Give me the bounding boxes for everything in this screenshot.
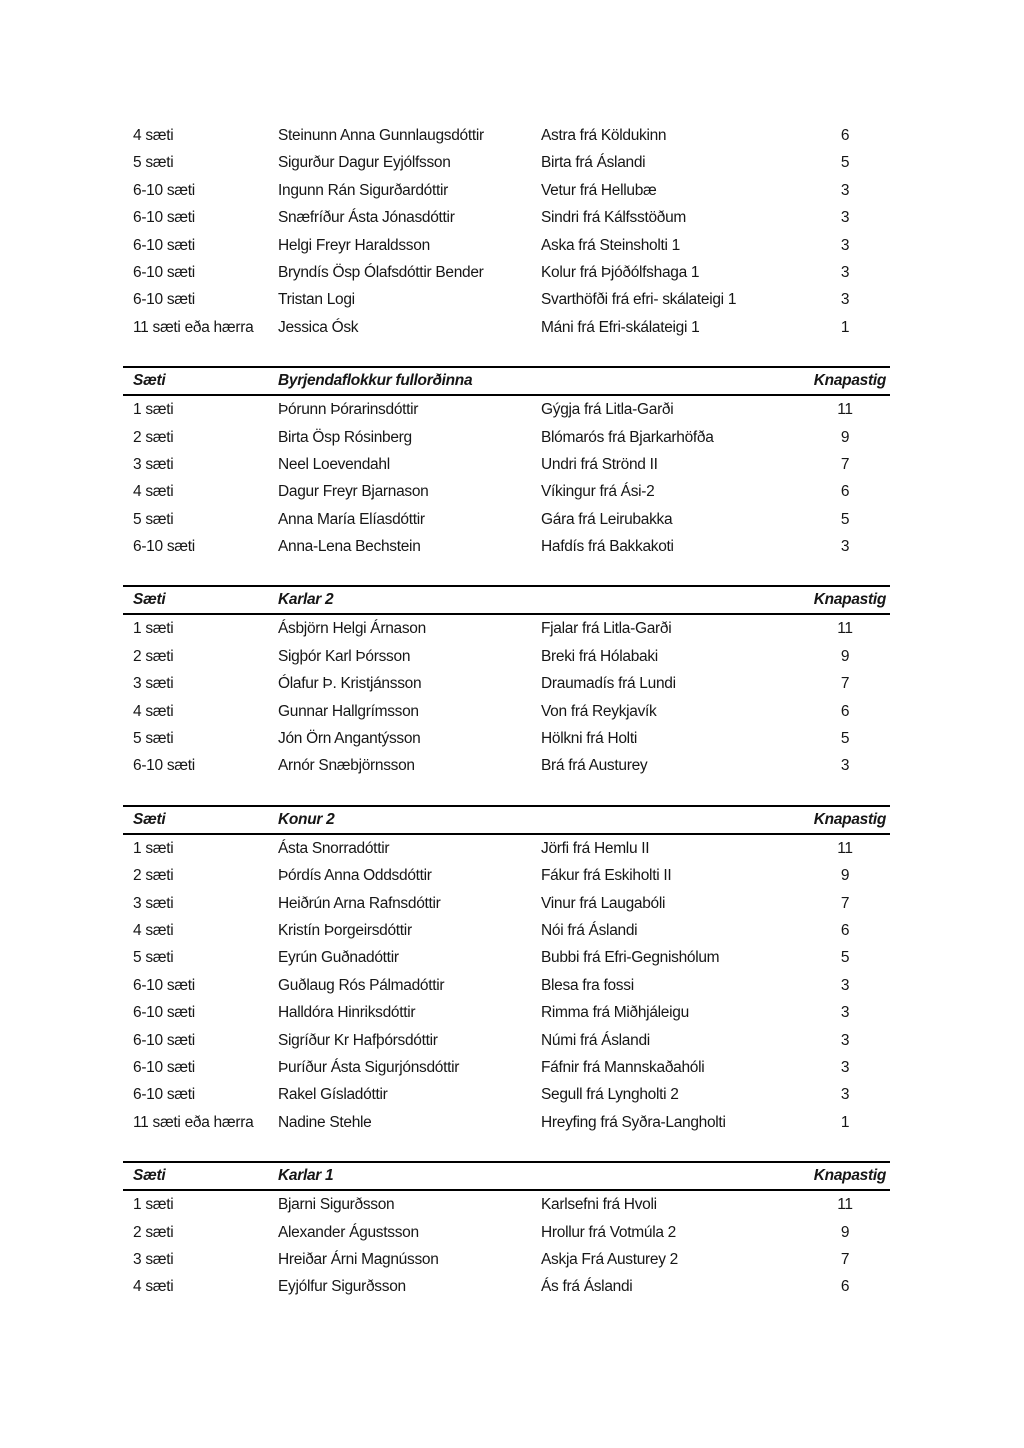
rider-cell: Jón Örn Angantýsson <box>278 730 421 748</box>
seat-cell: 1 sæti <box>133 1196 174 1214</box>
table-row <box>123 1191 890 1218</box>
horse-cell: Von frá Reykjavík <box>541 702 657 720</box>
table-row <box>123 232 890 259</box>
table-row <box>123 698 890 725</box>
points-cell: 9 <box>840 647 850 665</box>
column-header-seat: Sæti <box>133 1167 166 1185</box>
points-cell: 3 <box>840 291 850 309</box>
rider-cell: Ásta Snorradóttir <box>278 839 390 857</box>
table-row <box>123 999 890 1026</box>
table-row <box>123 1246 890 1273</box>
horse-cell: Svarthöfði frá efri- skálateigi 1 <box>541 291 737 309</box>
seat-cell: 6-10 sæti <box>133 263 195 281</box>
table-row <box>123 451 890 478</box>
points-cell: 3 <box>840 538 850 556</box>
column-header-points: Knapastig <box>813 1167 886 1185</box>
seat-cell: 5 sæti <box>133 730 174 748</box>
rider-cell: Halldóra Hinriksdóttir <box>278 1004 416 1022</box>
points-cell: 3 <box>840 976 850 994</box>
rider-cell: Rakel Gísladóttir <box>278 1086 388 1104</box>
seat-cell: 1 sæti <box>133 620 174 638</box>
horse-cell: Númi frá Áslandi <box>541 1031 650 1049</box>
horse-cell: Hafdís frá Bakkakoti <box>541 538 674 556</box>
seat-cell: 1 sæti <box>133 839 174 857</box>
horse-cell: Segull frá Lyngholti 2 <box>541 1086 679 1104</box>
seat-cell: 6-10 sæti <box>133 1031 195 1049</box>
horse-cell: Rimma frá Miðhjáleigu <box>541 1004 689 1022</box>
seat-cell: 3 sæti <box>133 455 174 473</box>
table-row <box>123 314 890 341</box>
points-cell: 7 <box>840 894 850 912</box>
rider-cell: Dagur Freyr Bjarnason <box>278 483 429 501</box>
points-cell: 3 <box>840 209 850 227</box>
horse-cell: Vetur frá Hellubæ <box>541 181 657 199</box>
points-cell: 3 <box>840 1058 850 1076</box>
points-cell: 9 <box>840 867 850 885</box>
table-row <box>123 615 890 642</box>
rider-cell: Þuríður Ásta Sigurjónsdóttir <box>278 1058 460 1076</box>
horse-cell: Nói frá Áslandi <box>541 921 638 939</box>
horse-cell: Birta frá Áslandi <box>541 154 646 172</box>
table-row <box>123 835 890 862</box>
points-cell: 5 <box>840 510 850 528</box>
results-document <box>123 122 890 1301</box>
rider-cell: Bryndís Ösp Ólafsdóttir Bender <box>278 263 484 281</box>
table-row <box>123 862 890 889</box>
table-row <box>123 725 890 752</box>
rider-cell: Sigríður Kr Hafþórsdóttir <box>278 1031 438 1049</box>
rider-cell: Alexander Águstsson <box>278 1223 419 1241</box>
horse-cell: Fjalar frá Litla-Garði <box>541 620 672 638</box>
rider-cell: Gunnar Hallgrímsson <box>278 702 419 720</box>
points-cell: 6 <box>840 921 850 939</box>
points-cell: 11 <box>837 401 853 419</box>
points-cell: 6 <box>840 702 850 720</box>
horse-cell: Askja Frá Austurey 2 <box>541 1250 679 1268</box>
horse-cell: Karlsefni frá Hvoli <box>541 1196 657 1214</box>
seat-cell: 6-10 sæti <box>133 1058 195 1076</box>
table-row <box>123 890 890 917</box>
rider-cell: Þórdís Anna Oddsdóttir <box>278 867 432 885</box>
seat-cell: 2 sæti <box>133 647 174 665</box>
table-body <box>123 122 890 341</box>
seat-cell: 6-10 sæti <box>133 236 195 254</box>
horse-cell: Hrollur frá Votmúla 2 <box>541 1223 676 1241</box>
horse-cell: Jörfi frá Hemlu II <box>541 839 650 857</box>
section-title: Karlar 2 <box>278 591 334 609</box>
seat-cell: 4 sæti <box>133 127 174 144</box>
column-header-seat: Sæti <box>133 372 166 390</box>
column-header-points: Knapastig <box>813 810 886 828</box>
points-cell: 1 <box>840 1113 850 1131</box>
seat-cell: 3 sæti <box>133 1250 174 1268</box>
results-table-section <box>123 585 890 779</box>
horse-cell: Kolur frá Þjóðólfshaga 1 <box>541 263 700 281</box>
rider-cell: Kristín Þorgeirsdóttir <box>278 921 412 939</box>
table-row <box>123 478 890 505</box>
table-row <box>123 917 890 944</box>
table-row <box>123 177 890 204</box>
horse-cell: Breki frá Hólabaki <box>541 647 658 665</box>
seat-cell: 4 sæti <box>133 921 174 939</box>
table-row <box>123 670 890 697</box>
points-cell: 6 <box>840 1278 850 1296</box>
points-cell: 6 <box>840 127 850 144</box>
table-header-row <box>123 585 890 615</box>
seat-cell: 6-10 sæti <box>133 1004 195 1022</box>
seat-cell: 6-10 sæti <box>133 181 195 199</box>
points-cell: 3 <box>840 757 850 775</box>
rider-cell: Helgi Freyr Haraldsson <box>278 236 430 254</box>
seat-cell: 5 sæti <box>133 949 174 967</box>
rider-cell: Nadine Stehle <box>278 1113 372 1131</box>
table-row <box>123 1273 890 1300</box>
points-cell: 9 <box>840 1223 850 1241</box>
horse-cell: Máni frá Efri-skálateigi 1 <box>541 318 700 336</box>
seat-cell: 6-10 sæti <box>133 757 195 775</box>
rider-cell: Hreiðar Árni Magnússon <box>278 1250 439 1268</box>
horse-cell: Gára frá Leirubakka <box>541 510 673 528</box>
seat-cell: 11 sæti eða hærra <box>133 1113 254 1131</box>
horse-cell: Víkingur frá Ási-2 <box>541 483 655 501</box>
table-row <box>123 122 890 149</box>
points-cell: 5 <box>840 949 850 967</box>
horse-cell: Hreyfing frá Syðra-Langholti <box>541 1113 726 1131</box>
horse-cell: Brá frá Austurey <box>541 757 648 775</box>
table-body <box>123 835 890 1136</box>
rider-cell: Eyrún Guðnadóttir <box>278 949 399 967</box>
table-row <box>123 972 890 999</box>
table-row <box>123 204 890 231</box>
rider-cell: Ólafur Þ. Kristjánsson <box>278 675 422 693</box>
section-title: Konur 2 <box>278 810 335 828</box>
points-cell: 3 <box>840 1086 850 1104</box>
table-row <box>123 286 890 313</box>
table-row <box>123 1219 890 1246</box>
rider-cell: Bjarni Sigurðsson <box>278 1196 395 1214</box>
rider-cell: Birta Ösp Rósinberg <box>278 428 412 446</box>
rider-cell: Guðlaug Rós Pálmadóttir <box>278 976 445 994</box>
points-cell: 1 <box>840 318 850 336</box>
column-header-points: Knapastig <box>813 591 886 609</box>
seat-cell: 4 sæti <box>133 702 174 720</box>
points-cell: 7 <box>840 675 850 693</box>
table-header-row <box>123 805 890 835</box>
points-cell: 7 <box>840 1250 850 1268</box>
horse-cell: Aska frá Steinsholti 1 <box>541 236 681 254</box>
horse-cell: Hölkni frá Holti <box>541 730 637 748</box>
points-cell: 9 <box>840 428 850 446</box>
points-cell: 3 <box>840 181 850 199</box>
horse-cell: Fákur frá Eskiholti II <box>541 867 672 885</box>
horse-cell: Undri frá Strönd II <box>541 455 658 473</box>
horse-cell: Astra frá Köldukinn <box>541 127 667 144</box>
seat-cell: 5 sæti <box>133 510 174 528</box>
results-table-section <box>123 366 890 560</box>
rider-cell: Þórunn Þórarinsdóttir <box>278 401 419 419</box>
seat-cell: 6-10 sæti <box>133 1086 195 1104</box>
seat-cell: 6-10 sæti <box>133 209 195 227</box>
seat-cell: 3 sæti <box>133 894 174 912</box>
seat-cell: 5 sæti <box>133 154 174 172</box>
seat-cell: 11 sæti eða hærra <box>133 318 254 336</box>
rider-cell: Anna María Elíasdóttir <box>278 510 425 528</box>
points-cell: 6 <box>840 483 850 501</box>
section-title: Byrjendaflokkur fullorðinna <box>278 372 473 390</box>
seat-cell: 2 sæti <box>133 867 174 885</box>
rider-cell: Neel Loevendahl <box>278 455 390 473</box>
results-table-section <box>123 805 890 1136</box>
horse-cell: Bubbi frá Efri-Gegnishólum <box>541 949 720 967</box>
table-row <box>123 1054 890 1081</box>
table-header-row <box>123 366 890 396</box>
rider-cell: Steinunn Anna Gunnlaugsdóttir <box>278 127 484 144</box>
horse-cell: Vinur frá Laugabóli <box>541 894 666 912</box>
rider-cell: Sigþór Karl Þórsson <box>278 647 411 665</box>
rider-cell: Arnór Snæbjörnsson <box>278 757 415 775</box>
points-cell: 3 <box>840 1031 850 1049</box>
table-body <box>123 1191 890 1301</box>
table-row <box>123 506 890 533</box>
points-cell: 11 <box>837 620 853 638</box>
points-cell: 3 <box>840 1004 850 1022</box>
seat-cell: 6-10 sæti <box>133 291 195 309</box>
horse-cell: Blesa fra fossi <box>541 976 634 994</box>
seat-cell: 2 sæti <box>133 1223 174 1241</box>
table-body <box>123 615 890 779</box>
rider-cell: Ingunn Rán Sigurðardóttir <box>278 181 449 199</box>
table-row <box>123 752 890 779</box>
rider-cell: Snæfríður Ásta Jónasdóttir <box>278 209 455 227</box>
table-row <box>123 396 890 423</box>
results-table-section <box>123 1161 890 1301</box>
table-row <box>123 149 890 176</box>
seat-cell: 6-10 sæti <box>133 538 195 556</box>
seat-cell: 1 sæti <box>133 401 174 419</box>
horse-cell: Draumadís frá Lundi <box>541 675 676 693</box>
table-row <box>123 643 890 670</box>
table-header-row <box>123 1161 890 1191</box>
points-cell: 11 <box>837 839 853 857</box>
rider-cell: Ásbjörn Helgi Árnason <box>278 620 426 638</box>
seat-cell: 4 sæti <box>133 1278 174 1296</box>
column-header-seat: Sæti <box>133 591 166 609</box>
horse-cell: Blómarós frá Bjarkarhöfða <box>541 428 714 446</box>
table-row <box>123 1081 890 1108</box>
rider-cell: Eyjólfur Sigurðsson <box>278 1278 406 1296</box>
rider-cell: Tristan Logi <box>278 291 355 309</box>
rider-cell: Jessica Ósk <box>278 318 359 336</box>
rider-cell: Anna-Lena Bechstein <box>278 538 421 556</box>
section-title: Karlar 1 <box>278 1167 334 1185</box>
seat-cell: 3 sæti <box>133 675 174 693</box>
points-cell: 7 <box>840 455 850 473</box>
table-row <box>123 533 890 560</box>
points-cell: 5 <box>840 154 850 172</box>
rider-cell: Heiðrún Arna Rafnsdóttir <box>278 894 441 912</box>
points-cell: 3 <box>840 236 850 254</box>
points-cell: 11 <box>837 1196 853 1214</box>
column-header-seat: Sæti <box>133 810 166 828</box>
points-cell: 3 <box>840 263 850 281</box>
results-table-section <box>123 122 890 341</box>
seat-cell: 2 sæti <box>133 428 174 446</box>
seat-cell: 4 sæti <box>133 483 174 501</box>
table-row <box>123 1027 890 1054</box>
table-row <box>123 1109 890 1136</box>
rider-cell: Sigurður Dagur Eyjólfsson <box>278 154 451 172</box>
table-row <box>123 259 890 286</box>
table-row <box>123 944 890 971</box>
seat-cell: 6-10 sæti <box>133 976 195 994</box>
horse-cell: Sindri frá Kálfsstöðum <box>541 209 687 227</box>
horse-cell: Fáfnir frá Mannskaðahóli <box>541 1058 705 1076</box>
horse-cell: Ás frá Áslandi <box>541 1278 633 1296</box>
column-header-points: Knapastig <box>813 372 886 390</box>
table-row <box>123 424 890 451</box>
table-body <box>123 396 890 560</box>
points-cell: 5 <box>840 730 850 748</box>
horse-cell: Gýgja frá Litla-Garði <box>541 401 674 419</box>
